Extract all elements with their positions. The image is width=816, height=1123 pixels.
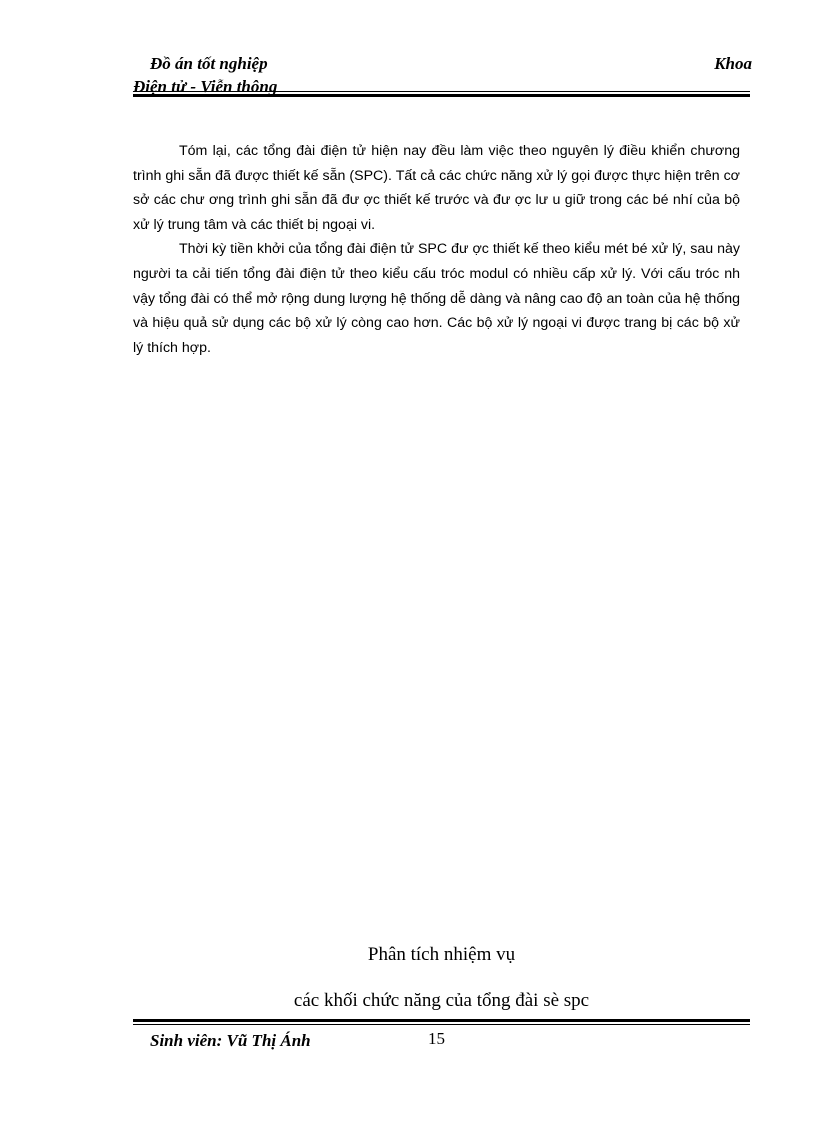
footer-rule-bottom — [133, 1024, 750, 1025]
section-title-line1: Phân tích nhiệm vụ — [367, 944, 516, 965]
paragraph-2: Thời kỳ tiền khởi của tổng đài điện tử SPC đư ợc thiết kế theo kiểu mét bé xử lý, sau này người ta cải tiến tổng đài điện tử theo kiểu cấu tróc modul có nhiều cấp xử lý. Với cấu tróc nh vậy tổng đài có thể mở rộng dung lượng hệ thống dễ dàng và nâng cao độ an toàn của hệ thống và hiệu quả sử dụng các bộ xử lý còng cao hơn. Các bộ xử lý ngoại vi được trang bị các bộ xử lý thích hợp. — [133, 241, 740, 356]
header-title: Đồ án tốt nghiệp — [150, 54, 268, 73]
header-department: Khoa — [714, 54, 752, 73]
header-rule-bottom — [133, 94, 750, 97]
header-subtitle: Điện tử - Viễn thông — [133, 77, 278, 96]
section-title-line2: các khối chức năng của tổng đài sè spc — [293, 990, 590, 1011]
footer-author: Sinh viên: Vũ Thị Ánh — [150, 1031, 311, 1050]
page-number: 15 — [428, 1029, 445, 1048]
body-text — [133, 139, 740, 360]
paragraph-1: Tóm lại, các tổng đài điện tử hiện nay đều làm việc theo nguyên lý điều khiển chương trình ghi sẵn đã được thiết kế sẵn (SPC). Tất cả các chức năng xử lý gọi được thực hiện trên cơ sở các chư ơng trình ghi sẵn đã đư ợc thiết kế trước và đư ợc lư u giữ trong các bé nhí của bộ xử lý trung tâm và các thiết bị ngoại vi. — [133, 143, 740, 233]
footer-rule-top — [133, 1019, 750, 1022]
header-rule-top — [133, 91, 750, 92]
